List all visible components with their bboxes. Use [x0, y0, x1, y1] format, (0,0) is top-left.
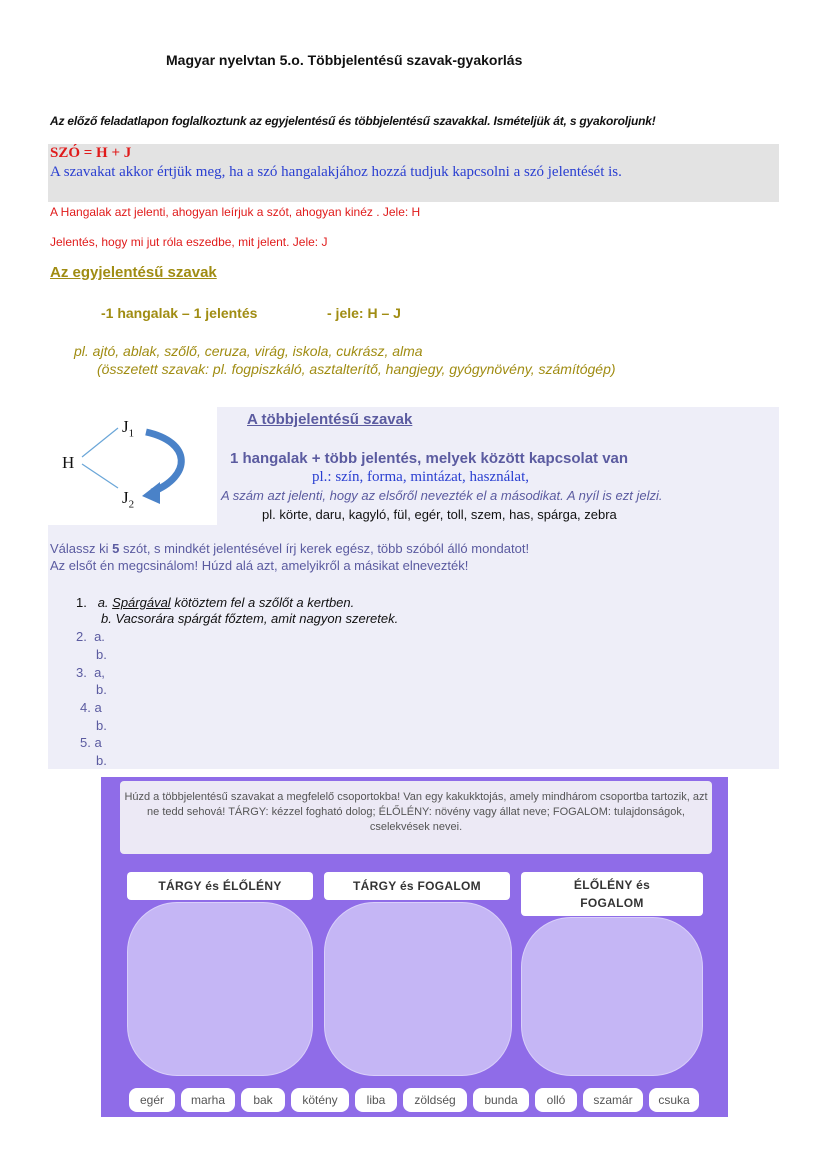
- word-chip[interactable]: kötény: [291, 1088, 349, 1112]
- arrow-head-icon: [142, 482, 160, 504]
- item-2a: 2. a.: [76, 629, 105, 644]
- compound-examples: (összetett szavak: pl. fogpiszkáló, asztalterítő, hangjegy, gyógynövény, számítógép): [97, 361, 616, 377]
- item-5a: 5. a: [80, 735, 102, 750]
- tobbjelentesu-rule: 1 hangalak + több jelentés, melyek között kapcsolat van: [230, 450, 629, 467]
- word-chip[interactable]: bak: [241, 1088, 285, 1112]
- tobbjelentesu-title: A többjelentésű szavak: [247, 411, 413, 428]
- diagram-arrow-icon: [146, 432, 181, 492]
- definition-jelentes: Jelentés, hogy mi jut róla eszedbe, mit jelent. Jele: J: [50, 235, 328, 249]
- drop-zone-targy-fogalom[interactable]: [324, 902, 512, 1076]
- word-chip[interactable]: olló: [535, 1088, 577, 1112]
- drop-zone-eloleny-fogalom[interactable]: [521, 917, 703, 1076]
- category-targy-fogalom: TÁRGY és FOGALOM: [324, 872, 510, 900]
- underlined-word: Spárgával: [112, 595, 171, 610]
- word-chip[interactable]: marha: [181, 1088, 235, 1112]
- item-3b: b.: [96, 682, 107, 697]
- diagram-j2: $J_2$: [122, 488, 135, 511]
- category-targy-eloleny: TÁRGY és ÉLŐLÉNY: [127, 872, 313, 900]
- diagram-line-j2: [82, 464, 118, 488]
- item-4a: 4. a: [80, 700, 102, 715]
- word-chip[interactable]: bunda: [473, 1088, 529, 1112]
- tobbjelentesu-pl: pl.: szín, forma, mintázat, használat,: [312, 469, 530, 485]
- example-1a: 1. a. Spárgával kötöztem fel a szőlőt a kertben.: [76, 595, 355, 610]
- item-4b: b.: [96, 718, 107, 733]
- word-chip[interactable]: zöldség: [403, 1088, 467, 1112]
- diagram-j1: $J_1$: [122, 417, 135, 440]
- egyjelentesu-title: Az egyjelentésű szavak: [50, 264, 217, 281]
- sorting-game: [101, 777, 728, 1117]
- item-2b: b.: [96, 647, 107, 662]
- item-3a: 3. a,: [76, 665, 105, 680]
- tobbjelentesu-examples: pl. körte, daru, kagyló, fül, egér, toll, szem, has, spárga, zebra: [262, 507, 617, 522]
- category-eloleny-fogalom: ÉLŐLÉNY és FOGALOM: [521, 872, 703, 916]
- word-chip[interactable]: csuka: [649, 1088, 699, 1112]
- task-number: 5: [112, 541, 120, 556]
- formula-text: A szavakat akkor értjük meg, ha a szó hangalakjához hozzá tudjuk kapcsolni a szó jelentését is.: [50, 164, 622, 180]
- egyjelentesu-examples: pl. ajtó, ablak, szőlő, ceruza, virág, iskola, cukrász, alma: [74, 343, 423, 359]
- item-5b: b.: [96, 753, 107, 768]
- diagram-lines: [56, 412, 216, 512]
- definition-hangalak: A Hangalak azt jelenti, ahogyan leírjuk a szót, ahogyan kinéz . Jele: H: [50, 205, 421, 219]
- intro-text: Az előző feladatlapon foglalkoztunk az egyjelentésű és többjelentésű szavakkal. Ismételjük át, s gyakoroljunk!: [50, 114, 656, 128]
- egyjelentesu-sign: - jele: H – J: [327, 305, 401, 321]
- formula: SZÓ = H + J: [50, 145, 132, 161]
- egyjelentesu-rule: -1 hangalak – 1 jelentés: [101, 305, 258, 321]
- task-line-2: Az elsőt én megcsinálom! Húzd alá azt, amelyikről a másikat elnevezték!: [50, 558, 469, 573]
- word-chip[interactable]: egér: [129, 1088, 175, 1112]
- example-1b: b. Vacsorára spárgát főztem, amit nagyon szeretek.: [101, 611, 399, 626]
- hj-diagram: [56, 412, 216, 512]
- drop-zone-targy-eloleny[interactable]: [127, 902, 313, 1076]
- tobbjelentesu-explain: A szám azt jelenti, hogy az elsőről nevezték el a másodikat. A nyíl is ezt jelzi.: [221, 488, 663, 503]
- task-line-1: Válassz ki 5 szót, s mindkét jelentésével írj kerek egész, több szóból álló mondatot!: [50, 541, 530, 556]
- game-instructions: Húzd a többjelentésű szavakat a megfelelő csoportokba! Van egy kakukktojás, amely mindhárom csoportba tartozik, azt ne tedd sehová! TÁRGY: kézzel fogható dolog; ÉLŐLÉNY: növény vagy állat neve; FOGALOM: tulajdonságok, cselekvések nevei.: [120, 781, 712, 854]
- word-chip[interactable]: liba: [355, 1088, 397, 1112]
- diagram-line-j1: [82, 428, 118, 457]
- page-title: Magyar nyelvtan 5.o. Többjelentésű szavak-gyakorlás: [166, 52, 523, 68]
- diagram-h: H: [62, 453, 75, 472]
- word-chip[interactable]: szamár: [583, 1088, 643, 1112]
